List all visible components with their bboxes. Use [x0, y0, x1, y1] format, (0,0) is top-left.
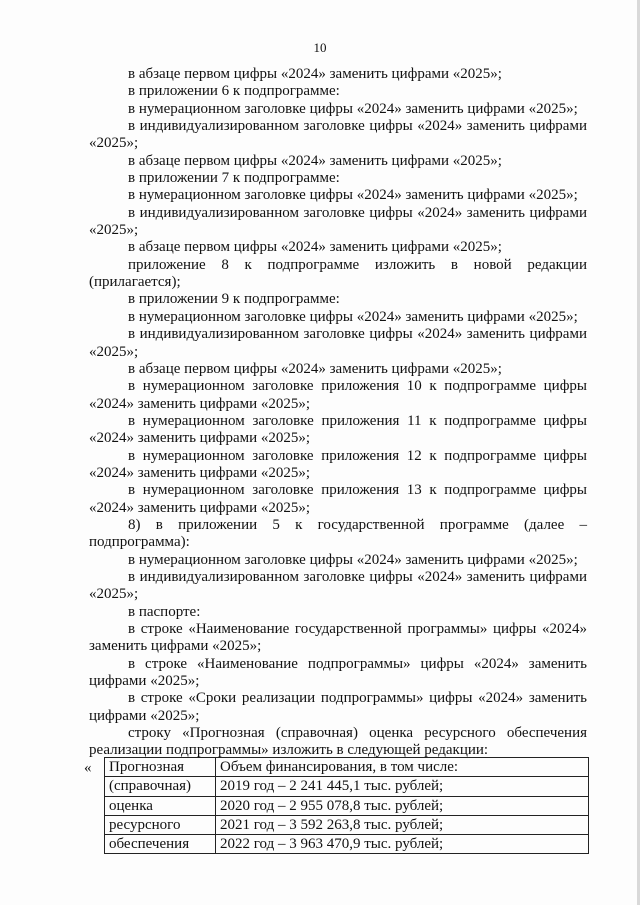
table-cell-label: обеспечения: [105, 835, 216, 854]
table-cell-value: 2021 год – 3 592 263,8 тыс. рублей;: [216, 815, 589, 834]
paragraph: в индивидуализированном заголовке цифры «2024» заменить цифрами «2025»;: [89, 568, 587, 603]
table-cell-value: 2019 год – 2 241 445,1 тыс. рублей;: [216, 777, 589, 796]
paragraph: в приложении 6 к подпрограмме:: [128, 83, 340, 100]
table-cell-value: Объем финансирования, в том числе:: [216, 758, 589, 777]
paragraph: в индивидуализированном заголовке цифры «2024» заменить цифрами «2025»;: [89, 326, 587, 360]
paragraph: в нумерационном заголовке приложения 12 к подпрограмме цифры «2024» заменить цифрами «2025»;: [89, 447, 587, 481]
paragraph: в индивидуализированном заголовке цифры «2024» заменить цифрами «2025»;: [89, 118, 587, 152]
resource-table: [104, 757, 589, 854]
table-row: [105, 758, 589, 777]
table-cell-label: Прогнозная: [105, 758, 216, 777]
paragraph: в абзаце первом цифры «2024» заменить цифрами «2025»;: [128, 239, 502, 256]
table-cell-label: (справочная): [105, 777, 216, 796]
paragraph: в нумерационном заголовке приложения 11 к подпрограмме цифры «2024» заменить цифрами «2025»;: [89, 412, 587, 447]
table-cell-value: 2022 год – 3 963 470,9 тыс. рублей;: [216, 835, 589, 854]
page-number: 10: [313, 40, 327, 55]
paragraph: в абзаце первом цифры «2024» заменить цифрами «2025»;: [128, 152, 502, 169]
paragraph: в паспорте:: [128, 603, 201, 620]
opening-quote: «: [84, 760, 92, 776]
table-cell-label: оценка: [105, 796, 216, 815]
paragraph: в строке «Сроки реализации подпрограммы» цифры «2024» заменить цифрами «2025»;: [89, 690, 587, 724]
paragraph: приложение 8 к подпрограмме изложить в новой редакции (прилагается);: [89, 256, 587, 291]
paragraph: в нумерационном заголовке цифры «2024» заменить цифрами «2025»;: [128, 100, 578, 117]
paragraph: в строке «Наименование государственной программы» цифры «2024» заменить цифрами «2025»;: [89, 621, 587, 655]
table-cell-value: 2020 год – 2 955 078,8 тыс. рублей;: [216, 796, 589, 815]
paragraph: в индивидуализированном заголовке цифры «2024» заменить цифрами «2025»;: [89, 204, 587, 239]
table-row: [105, 835, 589, 854]
table-row: [105, 796, 589, 815]
document-body: [89, 66, 587, 760]
table-cell-label: ресурсного: [105, 815, 216, 834]
paragraph: в нумерационном заголовке цифры «2024» заменить цифрами «2025»;: [128, 551, 578, 568]
paragraph: в нумерационном заголовке цифры «2024» заменить цифрами «2025»;: [128, 187, 578, 204]
paragraph: в строке «Наименование подпрограммы» цифры «2024» заменить цифрами «2025»;: [89, 655, 587, 690]
paragraph: строку «Прогнозная (справочная) оценка ресурсного обеспечения реализации подпрограммы» изложить в следующей редакции:: [89, 725, 587, 759]
paragraph: в приложении 9 к подпрограмме:: [128, 291, 340, 308]
paragraph: в нумерационном заголовке приложения 13 к подпрограмме цифры «2024» заменить цифрами «2025»;: [89, 482, 587, 516]
paragraph: в абзаце первом цифры «2024» заменить цифрами «2025»;: [128, 360, 502, 377]
paragraph: в приложении 7 к подпрограмме:: [128, 170, 340, 187]
table-row: [105, 777, 589, 796]
paragraph: в нумерационном заголовке приложения 10 к подпрограмме цифры «2024» заменить цифрами «2025»;: [89, 378, 587, 412]
paragraph: в нумерационном заголовке цифры «2024» заменить цифрами «2025»;: [128, 308, 578, 325]
paragraph: 8) в приложении 5 к государственной программе (далее – подпрограмма):: [89, 516, 587, 551]
paragraph: в абзаце первом цифры «2024» заменить цифрами «2025»;: [128, 66, 502, 82]
table-row: [105, 815, 589, 834]
